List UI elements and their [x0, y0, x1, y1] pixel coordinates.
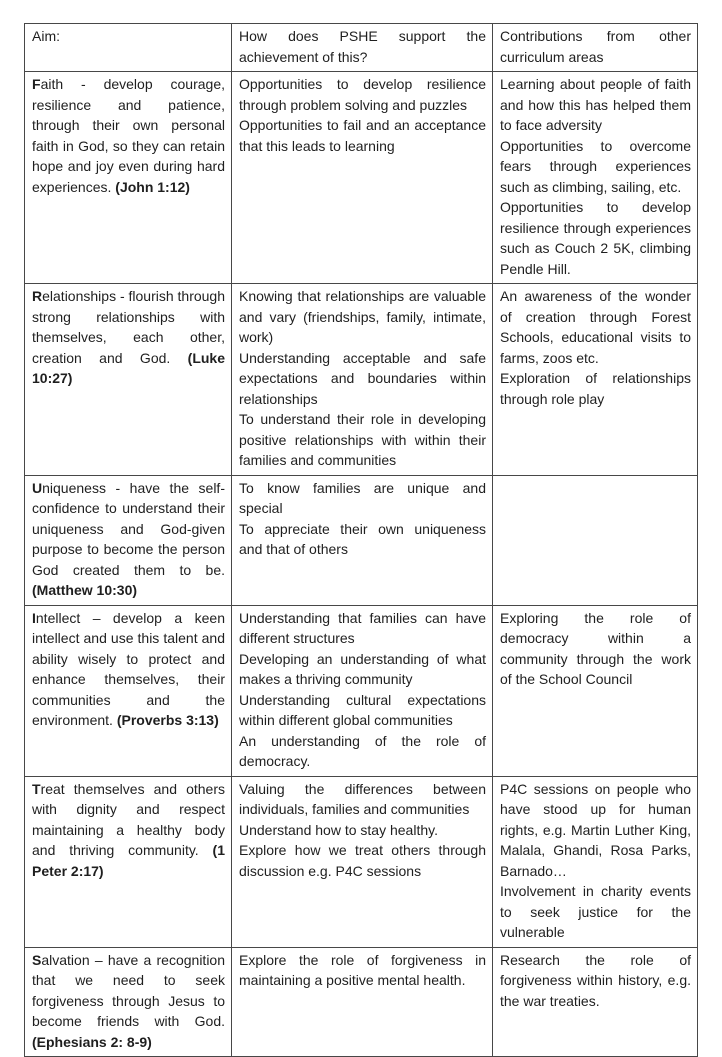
header-pshe-support: How does PSHE support the achievement of this? — [232, 24, 493, 72]
paragraph: Opportunities to fail and an acceptance that this leads to learning — [239, 117, 486, 154]
contributions-cell — [493, 605, 698, 776]
table-row — [25, 284, 698, 476]
paragraph: Understand how to stay healthy. — [239, 821, 438, 838]
aims-table — [24, 23, 698, 1057]
contributions-cell — [493, 947, 698, 1057]
aim-text: Relationships - flourish through strong relationships with themselves, each other, creation and God. (Luke 10:27) — [32, 288, 226, 386]
aim-text: Faith - develop courage, resilience and patience, through their own personal faith in God, so they can retain hope and joy even during hard experiences. (John 1:12) — [32, 76, 225, 195]
aim-cell — [25, 605, 232, 776]
aim-cell — [25, 72, 232, 284]
paragraph: Opportunities to develop resilience through problem solving and puzzles — [239, 76, 486, 113]
header-contributions: Contributions from other curriculum areas — [493, 24, 698, 72]
table-row — [25, 947, 698, 1057]
paragraph: To understand their role in developing positive relationships with within their families and communities — [239, 411, 486, 468]
scripture-ref: (1 Peter 2:17) — [32, 842, 225, 879]
paragraph: Explore how we treat others through discussion e.g. P4C sessions — [239, 842, 486, 879]
pshe-cell — [232, 776, 493, 947]
paragraph: An understanding of the role of democracy. — [239, 732, 486, 769]
table-row — [25, 776, 698, 947]
paragraph: Research the role of forgiveness within history, e.g. the war treaties. — [500, 951, 691, 1009]
paragraph: Exploring the role of democracy within a community through the work of the School Council — [500, 609, 691, 687]
contributions-cell — [493, 284, 698, 476]
paragraph: Learning about people of faith and how this has helped them to face adversity — [500, 76, 691, 133]
paragraph: P4C sessions on people who have stood up for human rights, e.g. Martin Luther King, Malala, Ghandi, Rosa Parks, Barnado… — [500, 780, 691, 879]
table-row — [25, 605, 698, 776]
pshe-cell — [232, 72, 493, 284]
aim-text: Uniqueness - have the self-confidence to understand their uniqueness and God-given purpose to become the person God created them to be. (Matthew 10:30) — [32, 479, 225, 598]
aim-cell — [25, 776, 232, 947]
header-aim: Aim: — [25, 24, 232, 72]
paragraph: To know families are unique and special — [239, 479, 486, 516]
aim-initial: I — [32, 609, 36, 626]
table-body — [25, 72, 698, 1057]
scripture-ref: (Luke 10:27) — [32, 349, 225, 386]
contributions-cell — [493, 72, 698, 284]
header-row — [25, 24, 698, 72]
aim-initial: S — [32, 951, 42, 968]
scripture-ref: (John 1:12) — [115, 178, 190, 195]
paragraph: Exploration of relationships through role play — [500, 370, 691, 407]
pshe-cell — [232, 947, 493, 1057]
paragraph: Understanding cultural expectations within different global communities — [239, 691, 486, 728]
table-row — [25, 475, 698, 605]
paragraph: Explore the role of forgiveness in maintaining a positive mental health. — [239, 951, 486, 988]
aim-initial: R — [32, 288, 43, 304]
contributions-cell — [493, 776, 698, 947]
table-row — [25, 72, 698, 284]
paragraph: Opportunities to develop resilience through experiences such as Couch 2 5K, climbing Pendle Hill. — [500, 199, 691, 277]
contributions-cell — [493, 475, 698, 605]
paragraph: Developing an understanding of what makes a thriving community — [239, 650, 486, 687]
paragraph: Opportunities to overcome fears through experiences such as climbing, sailing, etc. — [500, 137, 691, 195]
aim-cell — [25, 475, 232, 605]
scripture-ref: (Ephesians 2: 8-9) — [32, 1033, 152, 1050]
aim-cell — [25, 284, 232, 476]
paragraph: Understanding that families can have different structures — [239, 609, 486, 646]
aim-initial: T — [32, 780, 41, 797]
pshe-cell — [232, 605, 493, 776]
paragraph: Understanding acceptable and safe expectations and boundaries within relationships — [239, 349, 486, 407]
aim-text: Treat themselves and others with dignity and respect maintaining a healthy body and thriving community. (1 Peter 2:17) — [32, 780, 225, 879]
scripture-ref: (Matthew 10:30) — [32, 582, 138, 598]
pshe-cell — [232, 284, 493, 476]
paragraph: Involvement in charity events to seek justice for the vulnerable — [500, 883, 691, 940]
paragraph: Knowing that relationships are valuable and vary (friendships, family, intimate, work) — [239, 288, 486, 345]
aim-cell — [25, 947, 232, 1057]
paragraph: To appreciate their own uniqueness and that of others — [239, 520, 486, 557]
paragraph: Valuing the differences between individuals, families and communities — [239, 780, 486, 817]
scripture-ref: (Proverbs 3:13) — [116, 712, 219, 728]
pshe-cell — [232, 475, 493, 605]
paragraph: An awareness of the wonder of creation through Forest Schools, educational visits to farms, zoos etc. — [500, 288, 691, 366]
aim-text: Intellect – develop a keen intellect and use this talent and ability wisely to protect and enhance themselves, their communities and the environment. (Proverbs 3:13) — [32, 609, 225, 728]
aim-initial: U — [32, 479, 43, 496]
aim-initial: F — [32, 76, 41, 92]
aim-text: Salvation – have a recognition that we need to seek forgiveness through Jesus to become friends with God. (Ephesians 2: 8-9) — [32, 951, 225, 1050]
